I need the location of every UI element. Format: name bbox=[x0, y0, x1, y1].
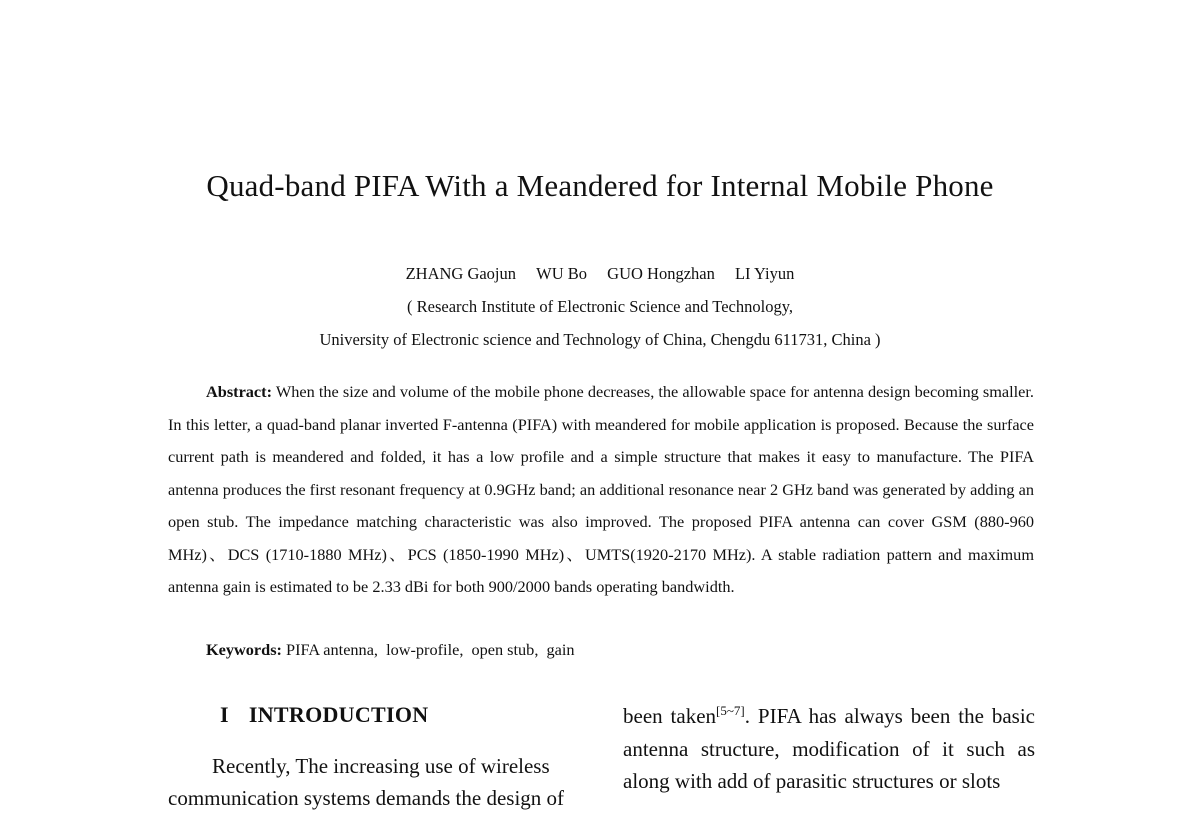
keyword: gain bbox=[546, 640, 575, 659]
keyword: PIFA antenna, bbox=[286, 640, 378, 659]
affiliation-line-1: ( Research Institute of Electronic Science and Technology, bbox=[407, 297, 793, 316]
author-name: LI Yiyun bbox=[734, 264, 795, 283]
keywords-block bbox=[206, 638, 579, 662]
author-name: WU Bo bbox=[536, 264, 588, 283]
author-name: GUO Hongzhan bbox=[607, 264, 715, 283]
author-name: ZHANG Gaojun bbox=[405, 264, 517, 283]
intro-right-column bbox=[623, 700, 1035, 798]
citation-ref: [5~7] bbox=[716, 703, 745, 718]
abstract-label: Abstract: bbox=[206, 382, 273, 401]
intro-right-text: . PIFA has always been the basic antenna structure, modification of it such as along with add of parasitic structures or slots bbox=[623, 704, 1035, 793]
section-title: INTRODUCTION bbox=[248, 702, 429, 727]
intro-left-column bbox=[168, 750, 582, 814]
intro-right-lead: been taken bbox=[623, 704, 717, 728]
keyword: open stub, bbox=[471, 640, 539, 659]
intro-line: Recently, The increasing use of wireless bbox=[212, 754, 550, 778]
author-list bbox=[0, 264, 1200, 284]
paper-title: Quad-band PIFA With a Meandered for Internal Mobile Phone bbox=[206, 168, 994, 203]
abstract-block bbox=[168, 376, 1034, 604]
section-number: I bbox=[220, 702, 229, 727]
keywords-label: Keywords: bbox=[206, 640, 282, 659]
keyword: low-profile, bbox=[386, 640, 464, 659]
section-heading bbox=[220, 702, 429, 728]
intro-line: communication systems demands the design of bbox=[168, 786, 565, 810]
abstract-text: When the size and volume of the mobile phone decreases, the allowable space for antenna design becoming smaller. In this letter, a quad-band planar inverted F-antenna (PIFA) with meandered for mobile application is proposed. Because the surface current path is meandered and folded, it has a low profile and a simple structure that makes it easy to manufacture. The PIFA antenna produces the first resonant frequency at 0.9GHz band; an additional resonance near 2 GHz band was generated by adding an open stub. The impedance matching characteristic was also improved. The proposed PIFA antenna can cover GSM (880-960 MHz)、DCS (1710-1880 MHz)、PCS (1850-1990 MHz)、UMTS(1920-2170 MHz). A stable radiation pattern and maximum antenna gain is estimated to be 2.33 dBi for both 900/2000 bands operating bandwidth. bbox=[168, 382, 1034, 596]
affiliation-line-2: University of Electronic science and Technology of China, Chengdu 611731, China ) bbox=[319, 330, 881, 349]
